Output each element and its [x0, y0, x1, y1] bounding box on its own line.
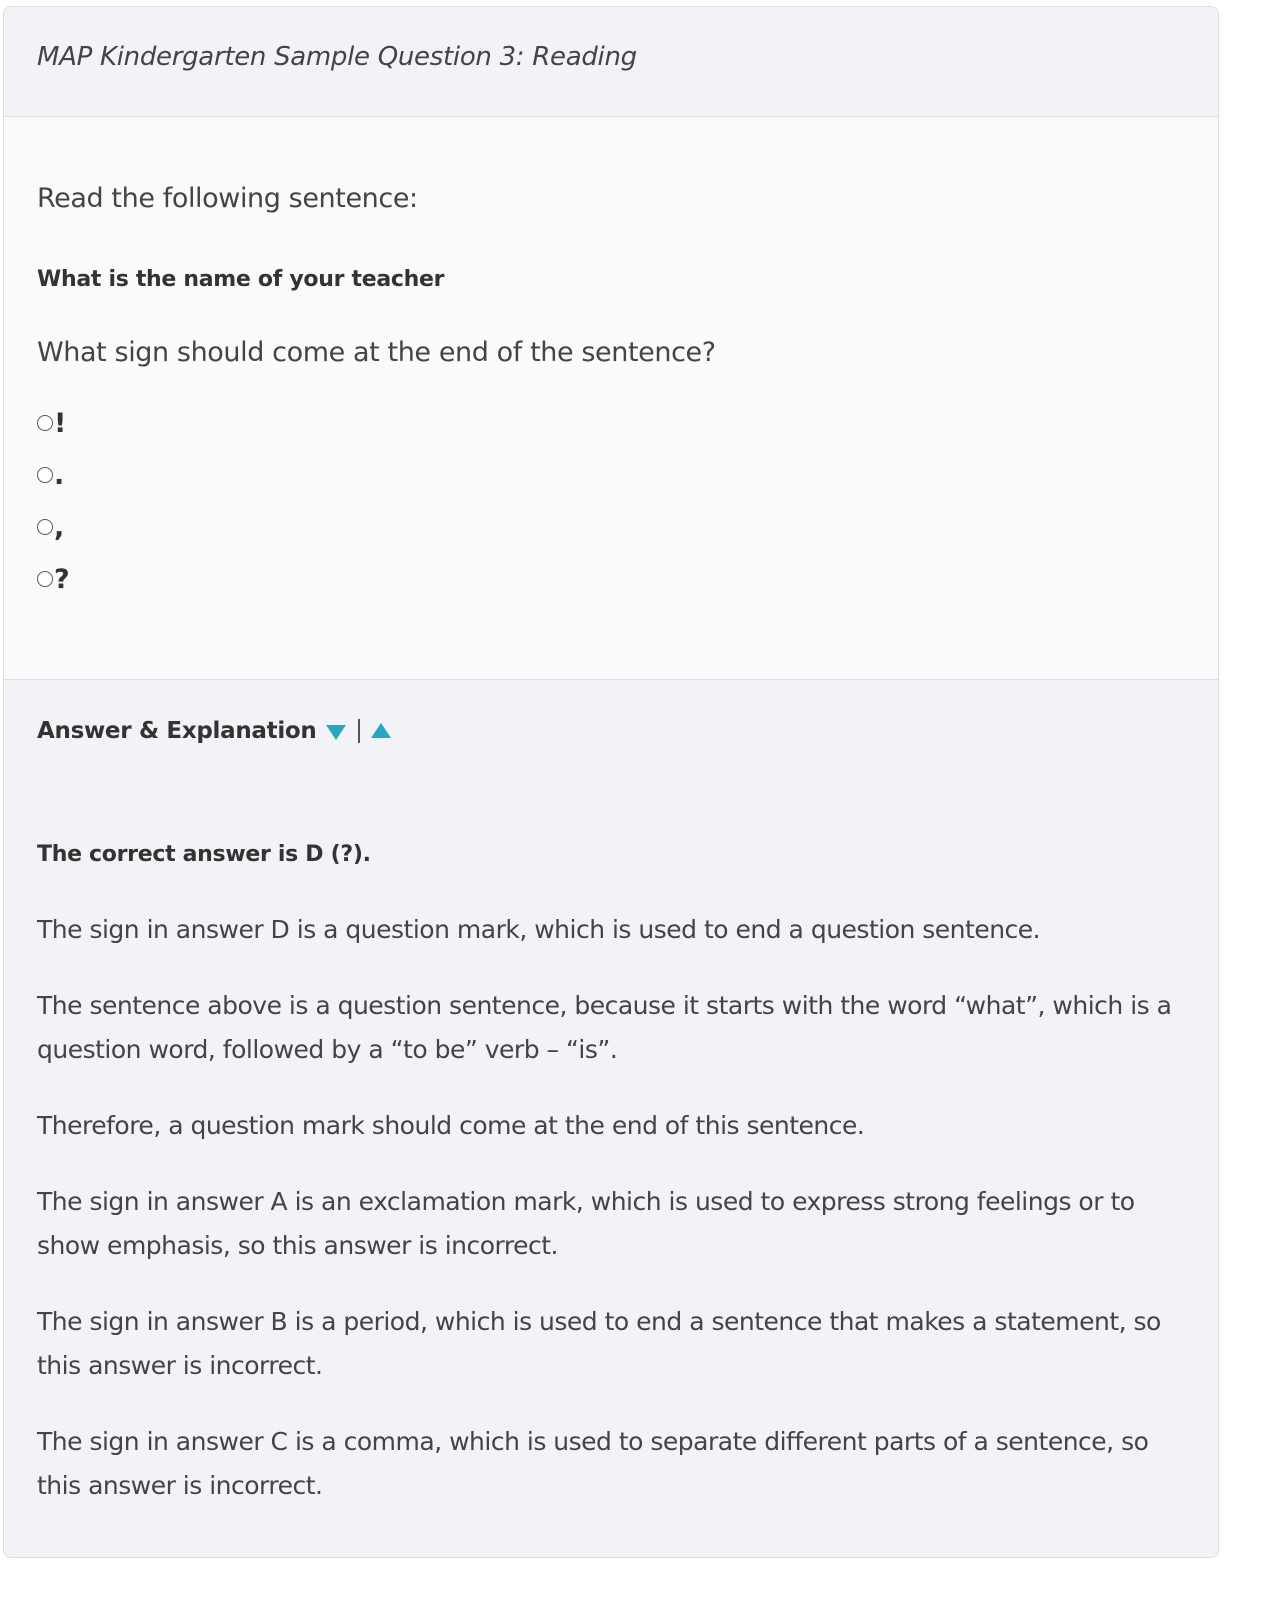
radio-button[interactable] [37, 467, 53, 483]
explanation-paragraph: The sign in answer A is an exclamation mark, which is used to express strong feelings or to show emphasis, so this answer is incorrect. [37, 1187, 1135, 1260]
triangle-down-icon[interactable] [326, 725, 346, 740]
question-sentence: What is the name of your teacher [37, 267, 445, 292]
triangle-up-icon[interactable] [371, 723, 391, 738]
option-label: ? [54, 563, 70, 595]
toggle-separator [358, 719, 360, 743]
explanation-paragraph: Therefore, a question mark should come at the end of this sentence. [37, 1111, 865, 1140]
option-d[interactable] [37, 553, 70, 605]
option-a[interactable] [37, 397, 70, 449]
option-label: . [54, 459, 65, 491]
question-body [4, 117, 1218, 680]
explanation-paragraph: The sign in answer D is a question mark, which is used to end a question sentence. [37, 915, 1041, 944]
radio-button[interactable] [37, 519, 53, 535]
page-title: MAP Kindergarten Sample Question 3: Reading [37, 41, 637, 72]
explanation-paragraph: The sentence above is a question sentence, because it starts with the word “what”, which is a question word, followed by a “to be” verb – “is”. [37, 991, 1172, 1064]
correct-answer: The correct answer is D (?). [37, 842, 371, 867]
explanation [37, 908, 1187, 1540]
option-b[interactable] [37, 449, 70, 501]
explanation-paragraph: The sign in answer C is a comma, which is used to separate different parts of a sentence, so this answer is incorrect. [37, 1427, 1149, 1500]
question-card [3, 6, 1219, 1558]
answer-toggle-label[interactable]: Answer & Explanation [37, 718, 317, 744]
radio-button[interactable] [37, 571, 53, 587]
answer-explanation-toggle[interactable] [37, 718, 391, 744]
answer-options [37, 397, 70, 605]
explanation-paragraph: The sign in answer B is a period, which is used to end a sentence that makes a statement, so this answer is incorrect. [37, 1307, 1161, 1380]
radio-button[interactable] [37, 415, 53, 431]
option-label: , [54, 511, 65, 543]
question-instruction: Read the following sentence: [37, 183, 418, 214]
question-prompt: What sign should come at the end of the sentence? [37, 337, 716, 368]
answer-section [4, 680, 1218, 1558]
option-c[interactable] [37, 501, 70, 553]
card-header [4, 7, 1218, 117]
option-label: ! [54, 407, 67, 439]
